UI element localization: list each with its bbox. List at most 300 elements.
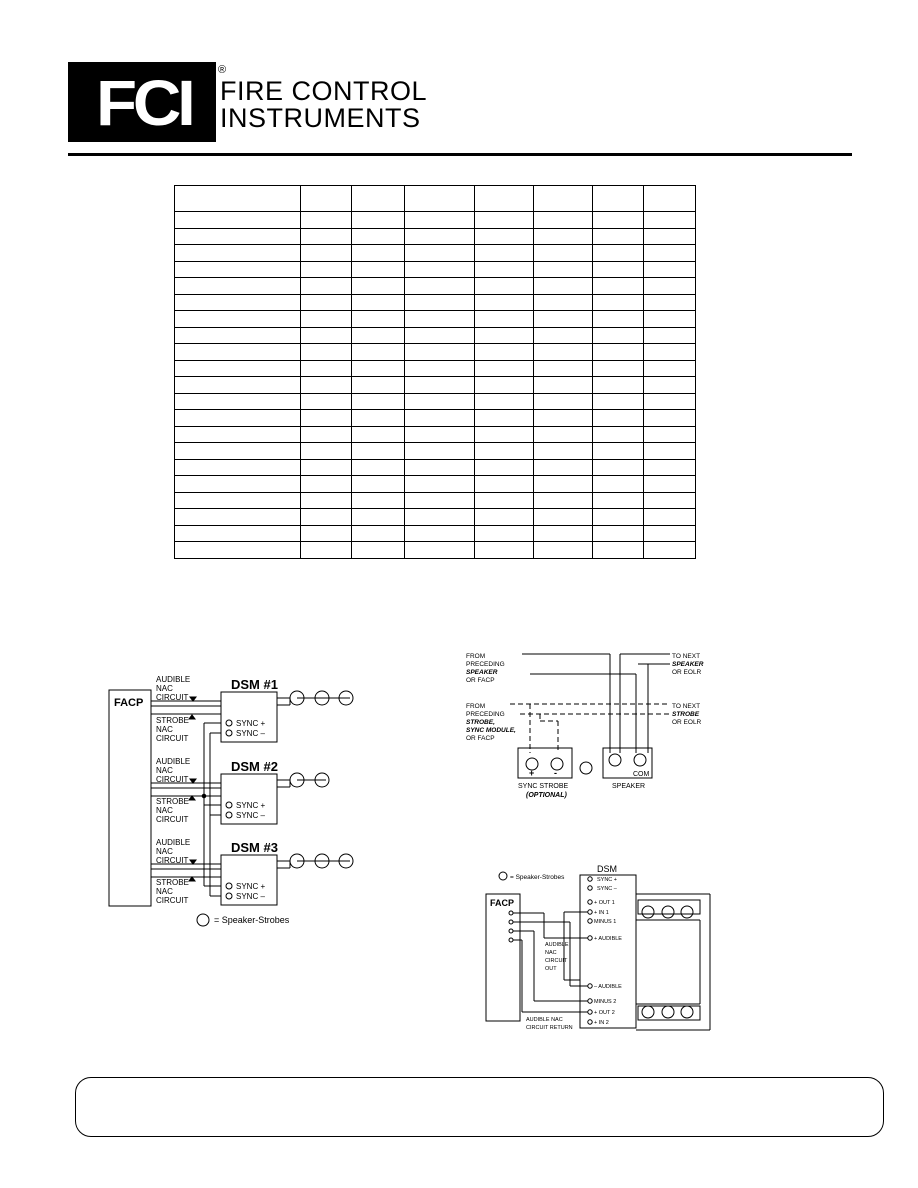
table-row (175, 393, 696, 410)
facp-label: FACP (114, 697, 144, 709)
sync-plus-label: SYNC + (236, 801, 266, 810)
table-row (175, 327, 696, 344)
table-cell (352, 344, 405, 361)
table-cell (534, 459, 593, 476)
table-cell (175, 443, 301, 460)
plus-audible-label: + AUDIBLE (594, 936, 622, 942)
table-row (175, 377, 696, 394)
table-cell (644, 377, 696, 394)
table-cell (405, 393, 475, 410)
table-cell (593, 393, 644, 410)
table-cell (475, 525, 534, 542)
table-cell (475, 443, 534, 460)
table-row (175, 459, 696, 476)
table-cell (644, 492, 696, 509)
table-cell (352, 245, 405, 262)
table-cell (475, 360, 534, 377)
to-speaker-label-1: TO NEXT (672, 653, 701, 660)
table-row (175, 212, 696, 229)
audible-label-line2: NAC (156, 684, 173, 693)
optional-label: (OPTIONAL) (526, 792, 567, 799)
table-cell (352, 360, 405, 377)
table-cell (644, 261, 696, 278)
nac-out-label-3: CIRCUIT (545, 958, 568, 964)
to-speaker-label-3: OR EOLR (672, 669, 702, 676)
speaker-strobe-wiring-diagram (460, 648, 720, 800)
table-cell (405, 245, 475, 262)
table-cell (475, 476, 534, 493)
dsm-box (580, 875, 636, 1028)
terminal-icon (226, 730, 232, 736)
table-cell (405, 492, 475, 509)
table-cell (644, 443, 696, 460)
table-cell (644, 327, 696, 344)
table-cell (405, 344, 475, 361)
table-cell (593, 509, 644, 526)
table-cell (644, 393, 696, 410)
table-cell (534, 311, 593, 328)
table-cell (301, 261, 352, 278)
table-cell (301, 245, 352, 262)
table-cell (475, 459, 534, 476)
table-cell (301, 344, 352, 361)
table-cell (593, 344, 644, 361)
table-cell (405, 278, 475, 295)
speaker-strobe-icon (662, 1006, 674, 1018)
table-cell (534, 509, 593, 526)
table-row (175, 311, 696, 328)
table-cell (405, 261, 475, 278)
table-cell (593, 186, 644, 212)
table-cell (534, 186, 593, 212)
strobe-label-line2: NAC (156, 725, 173, 734)
table-cell (534, 426, 593, 443)
dsm-nac-wiring-diagram (484, 860, 716, 1040)
table-cell (405, 542, 475, 559)
sync-minus-label: SYNC – (236, 811, 265, 820)
table-cell (593, 476, 644, 493)
header-rule (68, 153, 852, 156)
arrow-down-icon (190, 860, 196, 864)
table-cell (475, 344, 534, 361)
speaker-label: SPEAKER (612, 783, 646, 790)
table-cell (405, 212, 475, 229)
table-cell (644, 476, 696, 493)
to-strobe-label-3: OR EOLR (672, 719, 702, 726)
table-cell (405, 228, 475, 245)
table-cell (644, 212, 696, 229)
from-speaker-label-2: PRECEDING (466, 661, 505, 668)
table-cell (352, 311, 405, 328)
table-cell (475, 186, 534, 212)
table-cell (175, 393, 301, 410)
table-cell (593, 228, 644, 245)
arrow-up-icon (189, 796, 195, 800)
table-cell (593, 278, 644, 295)
arrow-down-icon (190, 779, 196, 783)
table-cell (352, 410, 405, 427)
table-cell (475, 294, 534, 311)
table-cell (644, 410, 696, 427)
registered-mark: ® (218, 64, 227, 76)
strobe-label-line2: NAC (156, 887, 173, 896)
nac-out-label-2: NAC (545, 950, 557, 956)
from-strobe-label-5: OR FACP (466, 735, 495, 742)
table-cell (301, 542, 352, 559)
plus-label: + (529, 768, 535, 778)
strobe-label-line3: CIRCUIT (156, 734, 189, 743)
sync-plus-label: SYNC + (236, 719, 266, 728)
table-row (175, 228, 696, 245)
table-cell (352, 294, 405, 311)
table-cell (352, 492, 405, 509)
table-cell (534, 443, 593, 460)
audible-label-line1: AUDIBLE (156, 838, 191, 847)
table-cell (644, 426, 696, 443)
terminal-icon (226, 802, 232, 808)
table-cell (175, 212, 301, 229)
table-row (175, 261, 696, 278)
table-cell (593, 459, 644, 476)
table-cell (644, 360, 696, 377)
table-cell (175, 294, 301, 311)
com-label: COM (633, 771, 650, 778)
brand-name-line1: FIRE CONTROL (220, 76, 428, 106)
table-cell (593, 311, 644, 328)
legend-label: = Speaker-Strobes (214, 915, 290, 925)
dsm-1-label: DSM #1 (231, 677, 278, 692)
table-cell (301, 377, 352, 394)
table-cell (534, 377, 593, 394)
strobe-label-line1: STROBE (156, 716, 189, 725)
table-cell (405, 426, 475, 443)
audible-label-line1: AUDIBLE (156, 675, 191, 684)
table-cell (593, 426, 644, 443)
table-cell (534, 476, 593, 493)
table-cell (475, 542, 534, 559)
table-cell (405, 459, 475, 476)
table-row (175, 294, 696, 311)
from-speaker-label-3: SPEAKER (466, 669, 498, 676)
table-cell (352, 261, 405, 278)
table-cell (352, 393, 405, 410)
in2-label: + IN 2 (594, 1020, 609, 1026)
table-cell (534, 542, 593, 559)
terminal-icon (551, 758, 563, 770)
table-cell (534, 492, 593, 509)
table-cell (644, 459, 696, 476)
minus1-label: MINUS 1 (594, 919, 617, 925)
table-cell (475, 426, 534, 443)
table-cell (301, 212, 352, 229)
facp-label: FACP (490, 898, 515, 908)
table-cell (301, 492, 352, 509)
table-cell (301, 294, 352, 311)
table-cell (301, 186, 352, 212)
sync-strobe-label: SYNC STROBE (518, 783, 569, 790)
table-cell (301, 426, 352, 443)
table-cell (175, 377, 301, 394)
table-cell (301, 476, 352, 493)
table-row (175, 525, 696, 542)
audible-label-line1: AUDIBLE (156, 757, 191, 766)
table-cell (175, 410, 301, 427)
sync-plus-label: SYNC + (597, 877, 618, 883)
table-cell (593, 294, 644, 311)
sync-minus-label: SYNC – (236, 729, 265, 738)
out1-label: + OUT 1 (594, 900, 615, 906)
table-row (175, 186, 696, 212)
table-cell (405, 410, 475, 427)
table-cell (352, 459, 405, 476)
table-cell (593, 327, 644, 344)
terminal-icon (226, 883, 232, 889)
table-cell (175, 344, 301, 361)
table-row (175, 344, 696, 361)
arrow-up-icon (189, 877, 195, 881)
to-strobe-label-2: STROBE (672, 711, 700, 718)
to-speaker-label-2: SPEAKER (672, 661, 704, 668)
terminal-icon (580, 762, 592, 774)
table-cell (534, 393, 593, 410)
table-cell (405, 186, 475, 212)
table-cell (644, 344, 696, 361)
table-cell (644, 245, 696, 262)
table-cell (175, 311, 301, 328)
minus-audible-label: – AUDIBLE (594, 984, 622, 990)
table-row (175, 410, 696, 427)
dsm-block-2 (151, 757, 329, 824)
from-strobe-label-3: STROBE, (466, 719, 495, 726)
table-cell (175, 245, 301, 262)
dsm-wiring-diagram (100, 670, 420, 940)
table-cell (475, 311, 534, 328)
table-cell (475, 377, 534, 394)
minus2-label: MINUS 2 (594, 999, 617, 1005)
dsm-2-label: DSM #2 (231, 759, 278, 774)
table-cell (534, 410, 593, 427)
nac-return-label-2: CIRCUIT RETURN (526, 1025, 573, 1031)
speaker-strobe-icon (681, 906, 693, 918)
table-cell (301, 327, 352, 344)
table-cell (593, 377, 644, 394)
table-row (175, 245, 696, 262)
table-cell (301, 525, 352, 542)
minus-label: - (554, 768, 557, 778)
table-cell (405, 377, 475, 394)
dsm-block-1 (151, 675, 353, 743)
table-cell (405, 327, 475, 344)
table-cell (175, 360, 301, 377)
table-row (175, 492, 696, 509)
table-cell (593, 261, 644, 278)
table-cell (352, 212, 405, 229)
table-cell (405, 443, 475, 460)
table-cell (301, 443, 352, 460)
table-row (175, 509, 696, 526)
table-cell (301, 459, 352, 476)
speaker-strobe-icon (642, 1006, 654, 1018)
to-strobe-label-1: TO NEXT (672, 703, 701, 710)
table-cell (644, 228, 696, 245)
sync-minus-label: SYNC – (597, 886, 617, 892)
out2-label: + OUT 2 (594, 1010, 615, 1016)
strobe-label-line2: NAC (156, 806, 173, 815)
table-cell (301, 360, 352, 377)
in1-label: + IN 1 (594, 910, 609, 916)
strobe-label-line1: STROBE (156, 797, 189, 806)
audible-label-line3: CIRCUIT (156, 856, 189, 865)
table-cell (301, 410, 352, 427)
table-cell (352, 542, 405, 559)
legend-label: = Speaker-Strobes (510, 874, 565, 881)
table-cell (175, 327, 301, 344)
table-row (175, 443, 696, 460)
table-cell (644, 294, 696, 311)
table-cell (405, 476, 475, 493)
table-cell (301, 311, 352, 328)
table-cell (175, 426, 301, 443)
table-cell (175, 261, 301, 278)
table-cell (644, 278, 696, 295)
table-row (175, 360, 696, 377)
from-speaker-label-1: FROM (466, 653, 486, 660)
nac-out-label-4: OUT (545, 966, 557, 972)
table-cell (405, 509, 475, 526)
table-cell (405, 311, 475, 328)
dsm-label: DSM (597, 864, 617, 874)
terminal-icon (634, 754, 646, 766)
table-cell (301, 393, 352, 410)
table-cell (593, 492, 644, 509)
dsm-block-3 (151, 838, 353, 905)
table-cell (405, 294, 475, 311)
strobe-label-line1: STROBE (156, 878, 189, 887)
table-cell (534, 327, 593, 344)
table-cell (405, 525, 475, 542)
table-cell (352, 228, 405, 245)
table-cell (534, 228, 593, 245)
speaker-strobe-icon (662, 906, 674, 918)
terminal-icon (609, 754, 621, 766)
table-cell (475, 509, 534, 526)
table-cell (301, 228, 352, 245)
table-cell (593, 410, 644, 427)
speaker-strobe-icon (681, 1006, 693, 1018)
strobe-label-line3: CIRCUIT (156, 896, 189, 905)
speaker-strobe-icon (642, 906, 654, 918)
nac-out-label-1: AUDIBLE (545, 942, 569, 948)
nac-return-label-1: AUDIBLE NAC (526, 1017, 563, 1023)
table-cell (352, 327, 405, 344)
table-row (175, 476, 696, 493)
table-cell (644, 311, 696, 328)
from-strobe-label-2: PRECEDING (466, 711, 505, 718)
table-cell (644, 542, 696, 559)
table-cell (352, 476, 405, 493)
table-cell (352, 525, 405, 542)
brand-name-line2: INSTRUMENTS (220, 103, 421, 133)
table-cell (593, 525, 644, 542)
table-cell (301, 509, 352, 526)
table-cell (405, 360, 475, 377)
table-cell (593, 245, 644, 262)
from-speaker-label-4: OR FACP (466, 677, 495, 684)
table-cell (175, 542, 301, 559)
table-cell (475, 278, 534, 295)
sync-minus-label: SYNC – (236, 892, 265, 901)
table-row (175, 542, 696, 559)
table-cell (475, 393, 534, 410)
table-cell (175, 476, 301, 493)
table-cell (534, 525, 593, 542)
from-strobe-label-4: SYNC MODULE, (466, 727, 516, 734)
arrow-up-icon (189, 715, 195, 719)
strobe-label-line3: CIRCUIT (156, 815, 189, 824)
table-cell (301, 278, 352, 295)
table-cell (644, 509, 696, 526)
table-cell (475, 212, 534, 229)
table-cell (175, 459, 301, 476)
facp-box (109, 690, 151, 906)
table-cell (175, 186, 301, 212)
speaker-strobe-icon (499, 872, 507, 880)
table-cell (175, 278, 301, 295)
table-row (175, 278, 696, 295)
table-cell (175, 492, 301, 509)
table-cell (352, 509, 405, 526)
terminal-icon (226, 720, 232, 726)
table-cell (352, 443, 405, 460)
terminal-icon (226, 893, 232, 899)
table-cell (352, 278, 405, 295)
table-cell (475, 327, 534, 344)
audible-label-line3: CIRCUIT (156, 775, 189, 784)
table-cell (475, 228, 534, 245)
table-cell (475, 261, 534, 278)
terminal-icon (226, 812, 232, 818)
table-cell (534, 294, 593, 311)
table-cell (593, 360, 644, 377)
audible-label-line2: NAC (156, 847, 173, 856)
table-cell (534, 360, 593, 377)
table-cell (644, 525, 696, 542)
table-cell (475, 245, 534, 262)
table-cell (534, 344, 593, 361)
audible-label-line2: NAC (156, 766, 173, 775)
table-cell (593, 212, 644, 229)
table-cell (644, 186, 696, 212)
table-cell (534, 278, 593, 295)
table-cell (352, 186, 405, 212)
logo-letters: FCI (96, 67, 192, 139)
table-cell (175, 509, 301, 526)
table-cell (593, 542, 644, 559)
footer-box (75, 1077, 884, 1137)
table-cell (475, 410, 534, 427)
speaker-strobe-icon (197, 914, 209, 926)
spec-table (174, 185, 696, 559)
dsm-3-label: DSM #3 (231, 840, 278, 855)
sync-plus-label: SYNC + (236, 882, 266, 891)
table-cell (534, 212, 593, 229)
table-row (175, 426, 696, 443)
table-cell (352, 377, 405, 394)
table-cell (352, 426, 405, 443)
from-strobe-label-1: FROM (466, 703, 486, 710)
arrow-down-icon (190, 697, 196, 701)
table-cell (175, 525, 301, 542)
